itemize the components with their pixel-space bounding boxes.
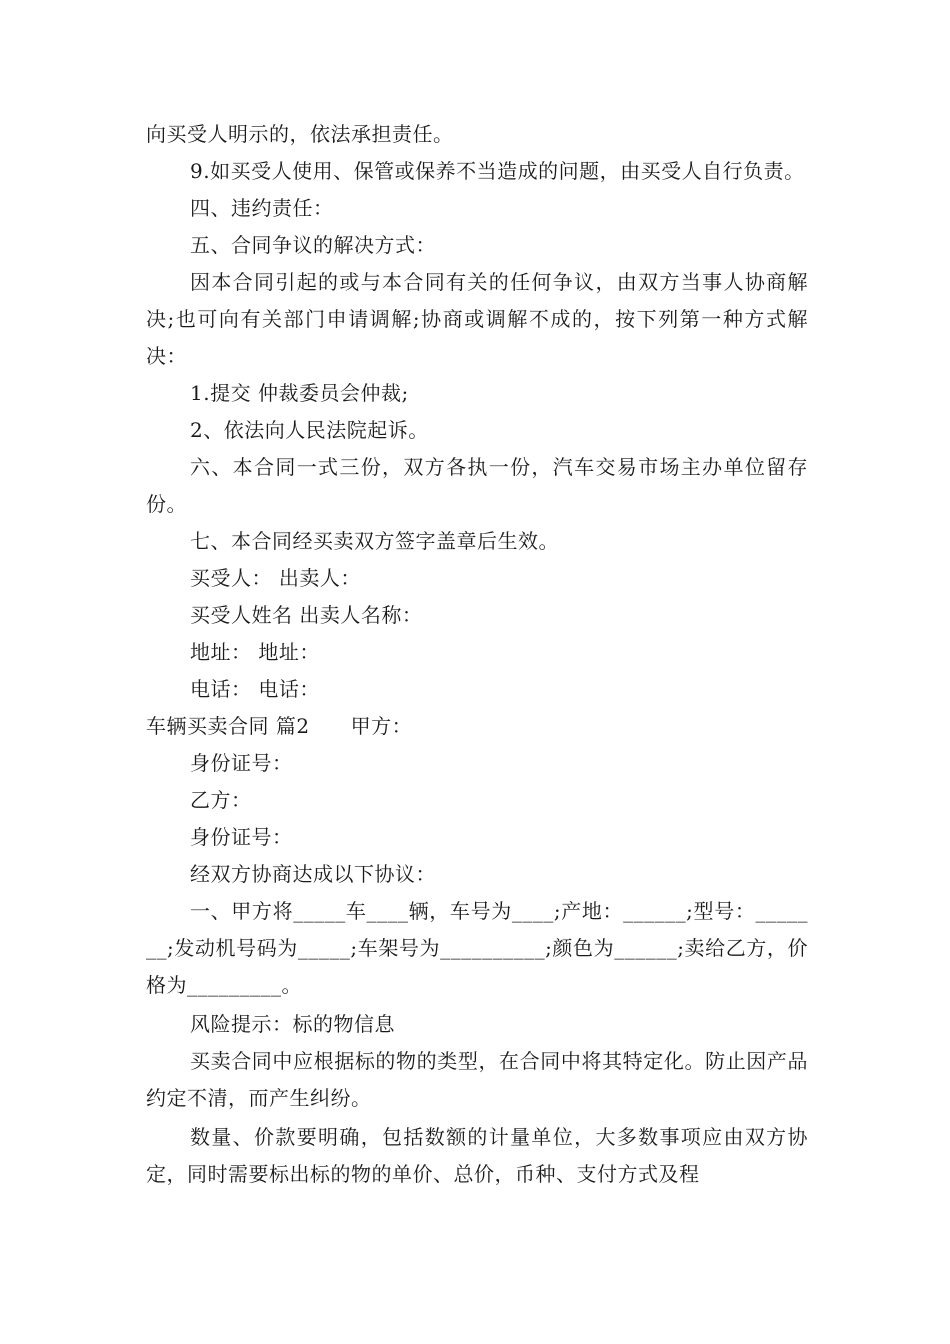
paragraph: 一、甲方将_____车____辆，车号为____;产地：______;型号：_______;发动机号码为_____;车架号为__________;颜色为______;卖给乙方，价格为_________。: [146, 899, 808, 997]
paragraph: 因本合同引起的或与本合同有关的任何争议，由双方当事人协商解决;也可向有关部门申请调解;协商或调解不成的，按下列第一种方式解决：: [146, 270, 808, 368]
party-field: 身份证号：: [190, 751, 293, 775]
paragraph: 9.如买受人使用、保管或保养不当造成的问题，由买受人自行负责。: [190, 159, 805, 183]
list-item: 2、依法向人民法院起诉。: [190, 418, 429, 442]
party-field: 乙方：: [190, 788, 252, 812]
document-title-line: 车辆买卖合同 篇2 甲方：: [146, 714, 413, 738]
list-item: 1.提交 仲裁委员会仲裁;: [190, 381, 409, 405]
paragraph: 七、本合同经买卖双方签字盖章后生效。: [190, 529, 559, 553]
signature-line: 买受人： 出卖人：: [190, 566, 361, 590]
signature-line: 地址： 地址：: [190, 640, 320, 664]
party-field: 身份证号：: [190, 825, 293, 849]
section-heading: 风险提示：标的物信息: [190, 1012, 395, 1036]
section-heading: 五、合同争议的解决方式：: [190, 233, 436, 257]
paragraph: 数量、价款要明确，包括数额的计量单位，大多数事项应由双方协定，同时需要标出标的物的单价、总价，币种、支付方式及程: [146, 1125, 808, 1186]
paragraph: 买卖合同中应根据标的物的类型，在合同中将其特定化。防止因产品约定不清，而产生纠纷。: [146, 1049, 808, 1110]
section-heading: 四、违约责任：: [190, 196, 334, 220]
document-body: [146, 116, 815, 1193]
paragraph: 向买受人明示的，依法承担责任。: [146, 122, 454, 146]
signature-line: 买受人姓名 出卖人名称：: [190, 603, 423, 627]
paragraph: 六、本合同一式三份，双方各执一份，汽车交易市场主办单位留存 份。: [146, 455, 815, 516]
paragraph: 经双方协商达成以下协议：: [190, 862, 436, 886]
signature-line: 电话： 电话：: [190, 677, 320, 701]
